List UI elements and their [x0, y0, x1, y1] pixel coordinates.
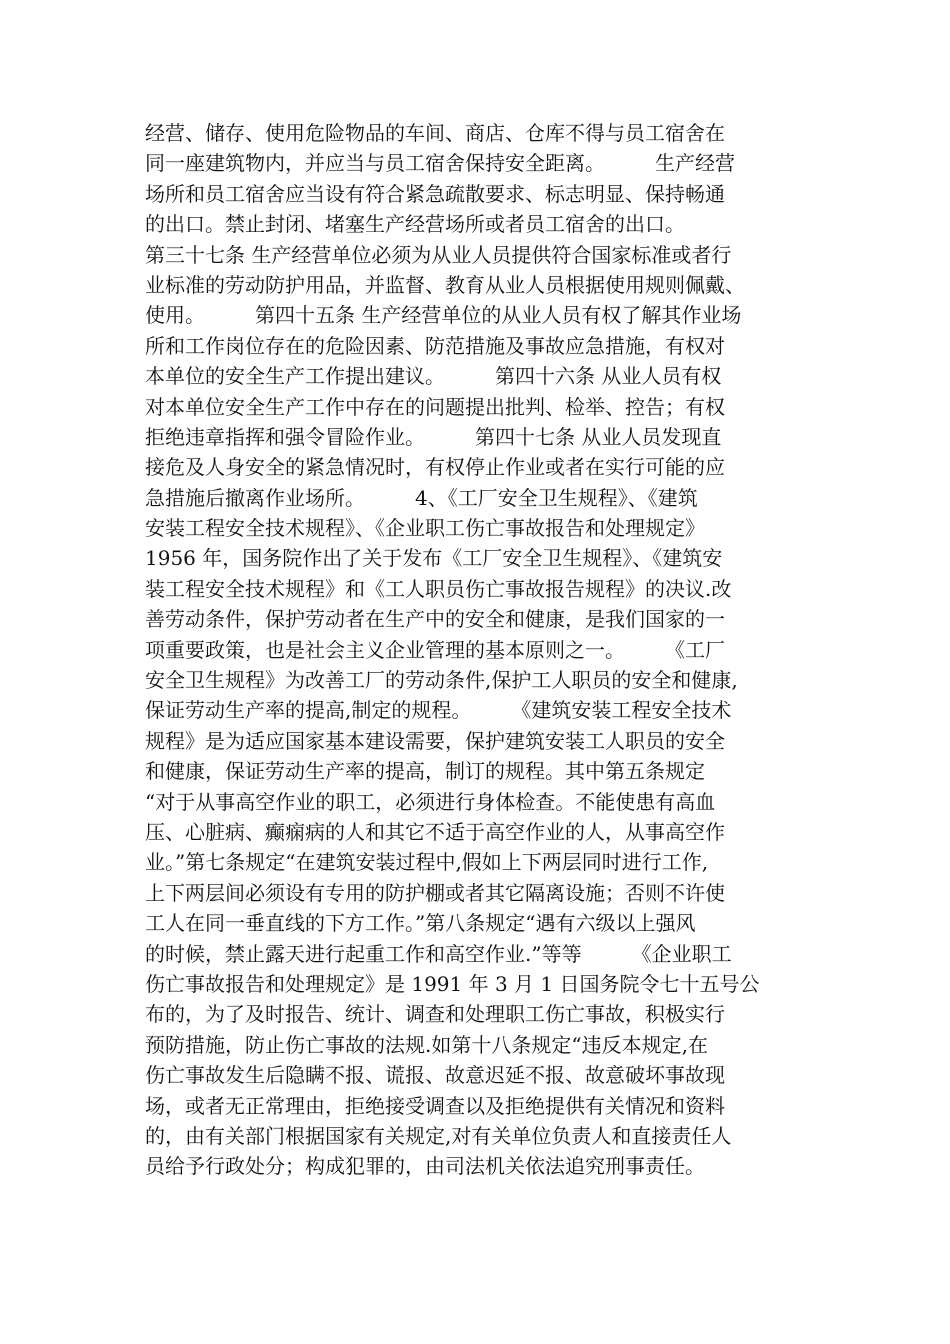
text-line: 预防措施，防止伤亡事故的法规.如第十八条规定“违反本规定,在: [145, 1032, 708, 1057]
text-line: 业。”第七条规定“在建筑安装过程中,假如上下两层同时进行工作,: [145, 850, 709, 875]
text-line: 业标准的劳动防护用品，并监督、教育从业人员根据使用规则佩戴、: [145, 272, 745, 297]
text-line: 压、心脏病、癫痫病的人和其它不适于高空作业的人，从事高空作: [145, 819, 725, 844]
text-line: 上下两层间必须设有专用的防护棚或者其它隔离设施；否则不许使: [145, 880, 725, 905]
text-line: 规程》是为适应国家基本建设需要，保护建筑安装工人职员的安全: [145, 728, 725, 753]
text-line: 场所和员工宿舍应当设有符合紧急疏散要求、标志明显、保持畅通: [145, 181, 725, 206]
text-line: 1956 年，国务院作出了关于发布《工厂安全卫生规程》、《建筑安: [145, 546, 723, 571]
text-line: 员给予行政处分；构成犯罪的，由司法机关依法追究刑事责任。: [145, 1154, 705, 1179]
text-line: 安装工程安全技术规程》、《企业职工伤亡事故报告和处理规定》: [145, 516, 705, 541]
text-line: 装工程安全技术规程》和《工人职员伤亡事故报告规程》的决议.改: [145, 576, 732, 601]
text-line: 本单位的安全生产工作提出建议。 第四十六条 从业人员有权: [145, 364, 722, 389]
text-line: 布的，为了及时报告、统计、调查和处理职工伤亡事故，积极实行: [145, 1002, 725, 1027]
text-line: 经营、储存、使用危险物品的车间、商店、仓库不得与员工宿舍在: [145, 121, 725, 145]
text-line: 接危及人身安全的紧急情况时，有权停止作业或者在实行可能的应: [145, 455, 725, 480]
body-text: [145, 118, 825, 1182]
text-line: 的出口。禁止封闭、堵塞生产经营场所或者员工宿舍的出口。: [145, 212, 685, 237]
text-line: “对于从事高空作业的职工，必须进行身体检查。不能使患有高血: [145, 789, 716, 814]
text-line: 拒绝违章指挥和强令冒险作业。 第四十七条 从业人员发现直: [145, 424, 722, 449]
text-line: 使用。 第四十五条 生产经营单位的从业人员有权了解其作业场: [145, 303, 742, 328]
text-line: 工人在同一垂直线的下方工作。”第八条规定“遇有六级以上强风: [145, 911, 696, 936]
text-line: 的，由有关部门根据国家有关规定,对有关单位负责人和直接责任人: [145, 1123, 732, 1148]
text-line: 所和工作岗位存在的危险因素、防范措施及事故应急措施，有权对: [145, 333, 725, 358]
text-line: 的时候，禁止露天进行起重工作和高空作业.”等等 《企业职工: [145, 941, 732, 966]
text-line: 对本单位安全生产工作中存在的问题提出批判、检举、控告；有权: [145, 394, 725, 419]
text-line: 第三十七条 生产经营单位必须为从业人员提供符合国家标准或者行: [145, 242, 732, 267]
text-line: 伤亡事故发生后隐瞒不报、谎报、故意迟延不报、故意破坏事故现: [145, 1063, 725, 1088]
text-line: 同一座建筑物内，并应当与员工宿舍保持安全距离。 生产经营: [145, 151, 735, 176]
text-line: 安全卫生规程》为改善工厂的劳动条件,保护工人职员的安全和健康,: [145, 668, 738, 693]
text-line: 急措施后撤离作业场所。 4、《工厂安全卫生规程》、《建筑: [145, 485, 698, 510]
text-line: 场，或者无正常理由，拒绝接受调查以及拒绝提供有关情况和资料: [145, 1093, 725, 1118]
text-line: 保证劳动生产率的提高,制定的规程。 《建筑安装工程安全技术: [145, 698, 732, 723]
text-line: 和健康，保证劳动生产率的提高，制订的规程。其中第五条规定: [145, 759, 705, 784]
text-line: 伤亡事故报告和处理规定》是 1991 年 3 月 1 日国务院令七十五号公: [145, 971, 760, 996]
text-line: 善劳动条件，保护劳动者在生产中的安全和健康，是我们国家的一: [145, 607, 725, 632]
text-line: 项重要政策，也是社会主义企业管理的基本原则之一。 《工厂: [145, 637, 725, 662]
